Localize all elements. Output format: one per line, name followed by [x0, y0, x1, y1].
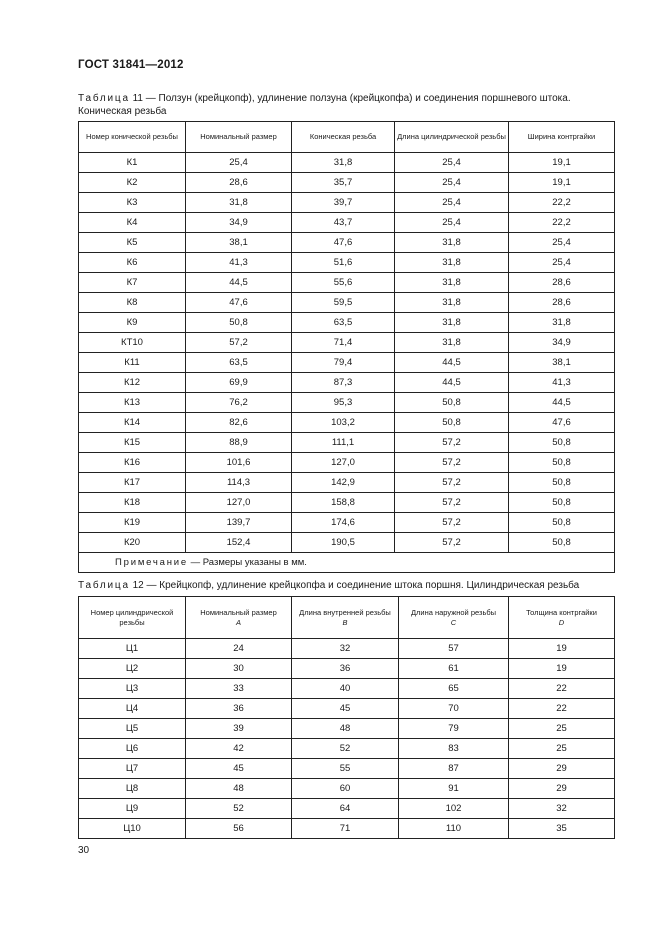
table-cell: 48 [186, 779, 292, 799]
table-cell: 44,5 [509, 393, 615, 413]
table-cell: 25,4 [395, 153, 509, 173]
table12-body [79, 639, 615, 839]
table-cell: К7 [79, 273, 186, 293]
table-row [79, 739, 615, 759]
table-cell: 87,3 [292, 373, 395, 393]
table-row [79, 779, 615, 799]
table-cell: 63,5 [292, 313, 395, 333]
table-cell: 31,8 [395, 233, 509, 253]
document-code: ГОСТ 31841—2012 [78, 59, 184, 71]
table-cell: К20 [79, 533, 186, 553]
table-cell: 28,6 [509, 273, 615, 293]
table-cell: 59,5 [292, 293, 395, 313]
table11-note-row [79, 553, 615, 573]
table-cell: 61 [399, 659, 509, 679]
table-cell: 19 [509, 659, 615, 679]
table-cell: 22,2 [509, 193, 615, 213]
table-cell: 102 [399, 799, 509, 819]
table-cell: 50,8 [509, 453, 615, 473]
table-cell: 57,2 [395, 453, 509, 473]
table-cell: 50,8 [509, 433, 615, 453]
table11-caption-word: Таблица [78, 93, 130, 104]
table-cell: К12 [79, 373, 186, 393]
table-cell: 45 [186, 759, 292, 779]
table12-column-header [509, 597, 615, 639]
table-cell: К16 [79, 453, 186, 473]
table12-column-header [292, 597, 399, 639]
table-row [79, 213, 615, 233]
table-cell: 42 [186, 739, 292, 759]
table11-note [79, 553, 615, 573]
table-row [79, 173, 615, 193]
table-cell: 57 [399, 639, 509, 659]
table12-caption [78, 579, 618, 592]
table-cell: 44,5 [395, 353, 509, 373]
table-cell: К6 [79, 253, 186, 273]
table11-column-header: Коническая резьба [292, 122, 395, 153]
table-cell: 65 [399, 679, 509, 699]
table-cell: 47,6 [292, 233, 395, 253]
table12-caption-word: Таблица [78, 580, 130, 591]
table-cell: 57,2 [395, 473, 509, 493]
table-cell: 19,1 [509, 173, 615, 193]
table-cell: 25,4 [395, 193, 509, 213]
table-cell: 44,5 [186, 273, 292, 293]
column-label: Толщина контргайки [526, 607, 597, 617]
table-row [79, 533, 615, 553]
table-cell: 114,3 [186, 473, 292, 493]
table12 [78, 596, 615, 839]
table12-caption-text: 12 — Крейцкопф, удлинение крейцкопфа и соединение штока поршня. Цилиндрическая резьба [129, 580, 580, 591]
table-cell: 34,9 [509, 333, 615, 353]
table-cell: 50,8 [509, 533, 615, 553]
column-symbol: B [342, 617, 348, 627]
table12-column-header [399, 597, 509, 639]
table-cell: 24 [186, 639, 292, 659]
table-cell: 152,4 [186, 533, 292, 553]
table-cell: 158,8 [292, 493, 395, 513]
column-label: Номинальный размер [200, 607, 277, 617]
column-symbol: D [558, 617, 565, 627]
table-cell: 110 [399, 819, 509, 839]
table-cell: 52 [186, 799, 292, 819]
table-cell: 103,2 [292, 413, 395, 433]
table-cell: 30 [186, 659, 292, 679]
table-cell: 50,8 [186, 313, 292, 333]
table-cell: Ц8 [79, 779, 186, 799]
table-cell: 50,8 [395, 393, 509, 413]
table-cell: 25 [509, 719, 615, 739]
table-cell: 48 [292, 719, 399, 739]
column-label: Номер цилиндрической резьбы [90, 607, 174, 627]
table-cell: 50,8 [509, 513, 615, 533]
table-cell: 31,8 [395, 273, 509, 293]
table-cell: 64 [292, 799, 399, 819]
table-cell: 139,7 [186, 513, 292, 533]
table-cell: 79,4 [292, 353, 395, 373]
table-cell: К19 [79, 513, 186, 533]
table-cell: 55,6 [292, 273, 395, 293]
table-cell: 28,6 [186, 173, 292, 193]
table-row [79, 473, 615, 493]
table-cell: 71 [292, 819, 399, 839]
table-row [79, 333, 615, 353]
table-row [79, 819, 615, 839]
table-cell: 31,8 [395, 313, 509, 333]
table-cell: К1 [79, 153, 186, 173]
table-cell: 19,1 [509, 153, 615, 173]
table-cell: 60 [292, 779, 399, 799]
table-cell: К5 [79, 233, 186, 253]
table-cell: К17 [79, 473, 186, 493]
table11-caption [78, 92, 618, 118]
table-cell: 36 [292, 659, 399, 679]
table-cell: Ц7 [79, 759, 186, 779]
table-cell: 57,2 [395, 533, 509, 553]
table-row [79, 759, 615, 779]
table-cell: 25,4 [509, 253, 615, 273]
table-cell: 101,6 [186, 453, 292, 473]
table-cell: 50,8 [509, 473, 615, 493]
table-cell: 41,3 [186, 253, 292, 273]
table-row [79, 639, 615, 659]
table11-column-header: Длина цилиндрической резьбы [395, 122, 509, 153]
table-row [79, 253, 615, 273]
table-cell: 190,5 [292, 533, 395, 553]
table-cell: К13 [79, 393, 186, 413]
table-row [79, 353, 615, 373]
table-cell: 38,1 [186, 233, 292, 253]
table-cell: 25,4 [509, 233, 615, 253]
table-cell: Ц10 [79, 819, 186, 839]
table-cell: 43,7 [292, 213, 395, 233]
table-cell: 29 [509, 779, 615, 799]
table-row [79, 433, 615, 453]
table-row [79, 659, 615, 679]
table-cell: 127,0 [292, 453, 395, 473]
table-cell: Ц2 [79, 659, 186, 679]
table-row [79, 193, 615, 213]
table-row [79, 719, 615, 739]
table-row [79, 413, 615, 433]
table11-column-header: Номер конической резьбы [79, 122, 186, 153]
table-cell: 28,6 [509, 293, 615, 313]
table12-header [79, 597, 615, 639]
table-cell: 29 [509, 759, 615, 779]
table-cell: 47,6 [509, 413, 615, 433]
table-row [79, 513, 615, 533]
table-row [79, 393, 615, 413]
table-cell: 45 [292, 699, 399, 719]
table-row [79, 699, 615, 719]
table-cell: К18 [79, 493, 186, 513]
table-cell: 22,2 [509, 213, 615, 233]
table-cell: 111,1 [292, 433, 395, 453]
column-symbol: A [235, 617, 241, 627]
table-cell: Ц5 [79, 719, 186, 739]
table-cell: 57,2 [395, 433, 509, 453]
page-number: 30 [78, 845, 90, 856]
table-cell: 52 [292, 739, 399, 759]
table-cell: 57,2 [395, 513, 509, 533]
table11-header [79, 122, 615, 153]
table-cell: 174,6 [292, 513, 395, 533]
table-cell: 25,4 [186, 153, 292, 173]
table-cell: 31,8 [509, 313, 615, 333]
table-cell: 50,8 [395, 413, 509, 433]
table-cell: 32 [292, 639, 399, 659]
table-cell: К9 [79, 313, 186, 333]
table-row [79, 679, 615, 699]
table-cell: 31,8 [395, 293, 509, 313]
table-row [79, 493, 615, 513]
table-cell: К3 [79, 193, 186, 213]
table11-column-header: Номинальный размер [186, 122, 292, 153]
table-cell: 69,9 [186, 373, 292, 393]
table-row [79, 799, 615, 819]
table12-column-header [79, 597, 186, 639]
table-cell: 38,1 [509, 353, 615, 373]
column-label: Длина наружной резьбы [410, 607, 497, 617]
table-cell: 31,8 [186, 193, 292, 213]
table-row [79, 273, 615, 293]
table-row [79, 293, 615, 313]
table-cell: К8 [79, 293, 186, 313]
table-cell: 87 [399, 759, 509, 779]
table12-column-header [186, 597, 292, 639]
table-cell: Ц9 [79, 799, 186, 819]
table-cell: К14 [79, 413, 186, 433]
table-cell: 71,4 [292, 333, 395, 353]
table-cell: 51,6 [292, 253, 395, 273]
note-label: Примечание [115, 557, 188, 568]
column-symbol: C [450, 617, 457, 627]
table-row [79, 453, 615, 473]
table-cell: 88,9 [186, 433, 292, 453]
table-cell: 31,8 [395, 253, 509, 273]
table-cell: 83 [399, 739, 509, 759]
table-cell: 25,4 [395, 173, 509, 193]
table-cell: 31,8 [395, 333, 509, 353]
table-cell: К4 [79, 213, 186, 233]
table-cell: 55 [292, 759, 399, 779]
table-cell: 91 [399, 779, 509, 799]
table-row [79, 233, 615, 253]
table-cell: 32 [509, 799, 615, 819]
table-cell: 25 [509, 739, 615, 759]
table-cell: 56 [186, 819, 292, 839]
table-cell: 39 [186, 719, 292, 739]
table-cell: Ц1 [79, 639, 186, 659]
table-cell: 70 [399, 699, 509, 719]
table-cell: 142,9 [292, 473, 395, 493]
table-row [79, 153, 615, 173]
table-cell: К11 [79, 353, 186, 373]
table-cell: 36 [186, 699, 292, 719]
table-cell: 76,2 [186, 393, 292, 413]
table-cell: 22 [509, 679, 615, 699]
table-cell: 50,8 [509, 493, 615, 513]
table-cell: 95,3 [292, 393, 395, 413]
table-cell: КТ10 [79, 333, 186, 353]
table-row [79, 313, 615, 333]
table-cell: Ц6 [79, 739, 186, 759]
table-cell: 19 [509, 639, 615, 659]
table-cell: 63,5 [186, 353, 292, 373]
table-cell: 35 [509, 819, 615, 839]
table-cell: 57,2 [186, 333, 292, 353]
table-cell: 127,0 [186, 493, 292, 513]
table-cell: 41,3 [509, 373, 615, 393]
table-cell: 79 [399, 719, 509, 739]
table-cell: К2 [79, 173, 186, 193]
table11 [78, 121, 615, 573]
column-label: Длина внутренней резьбы [299, 607, 391, 617]
table-cell: 31,8 [292, 153, 395, 173]
table-cell: 40 [292, 679, 399, 699]
table-cell: К15 [79, 433, 186, 453]
table-cell: 44,5 [395, 373, 509, 393]
table-cell: Ц3 [79, 679, 186, 699]
table-cell: 34,9 [186, 213, 292, 233]
table11-column-header: Ширина контргайки [509, 122, 615, 153]
table-cell: 33 [186, 679, 292, 699]
table-cell: 39,7 [292, 193, 395, 213]
table-row [79, 373, 615, 393]
table11-body [79, 153, 615, 573]
table-cell: 22 [509, 699, 615, 719]
table-cell: 25,4 [395, 213, 509, 233]
table-cell: 57,2 [395, 493, 509, 513]
table11-caption-text: 11 — Ползун (крейцкопф), удлинение ползуна (крейцкопфа) и соединения поршневого штока. Коническая резьба [78, 93, 571, 117]
table-cell: 82,6 [186, 413, 292, 433]
table-cell: 47,6 [186, 293, 292, 313]
note-text: — Размеры указаны в мм. [188, 557, 307, 568]
table-cell: 35,7 [292, 173, 395, 193]
table-cell: Ц4 [79, 699, 186, 719]
